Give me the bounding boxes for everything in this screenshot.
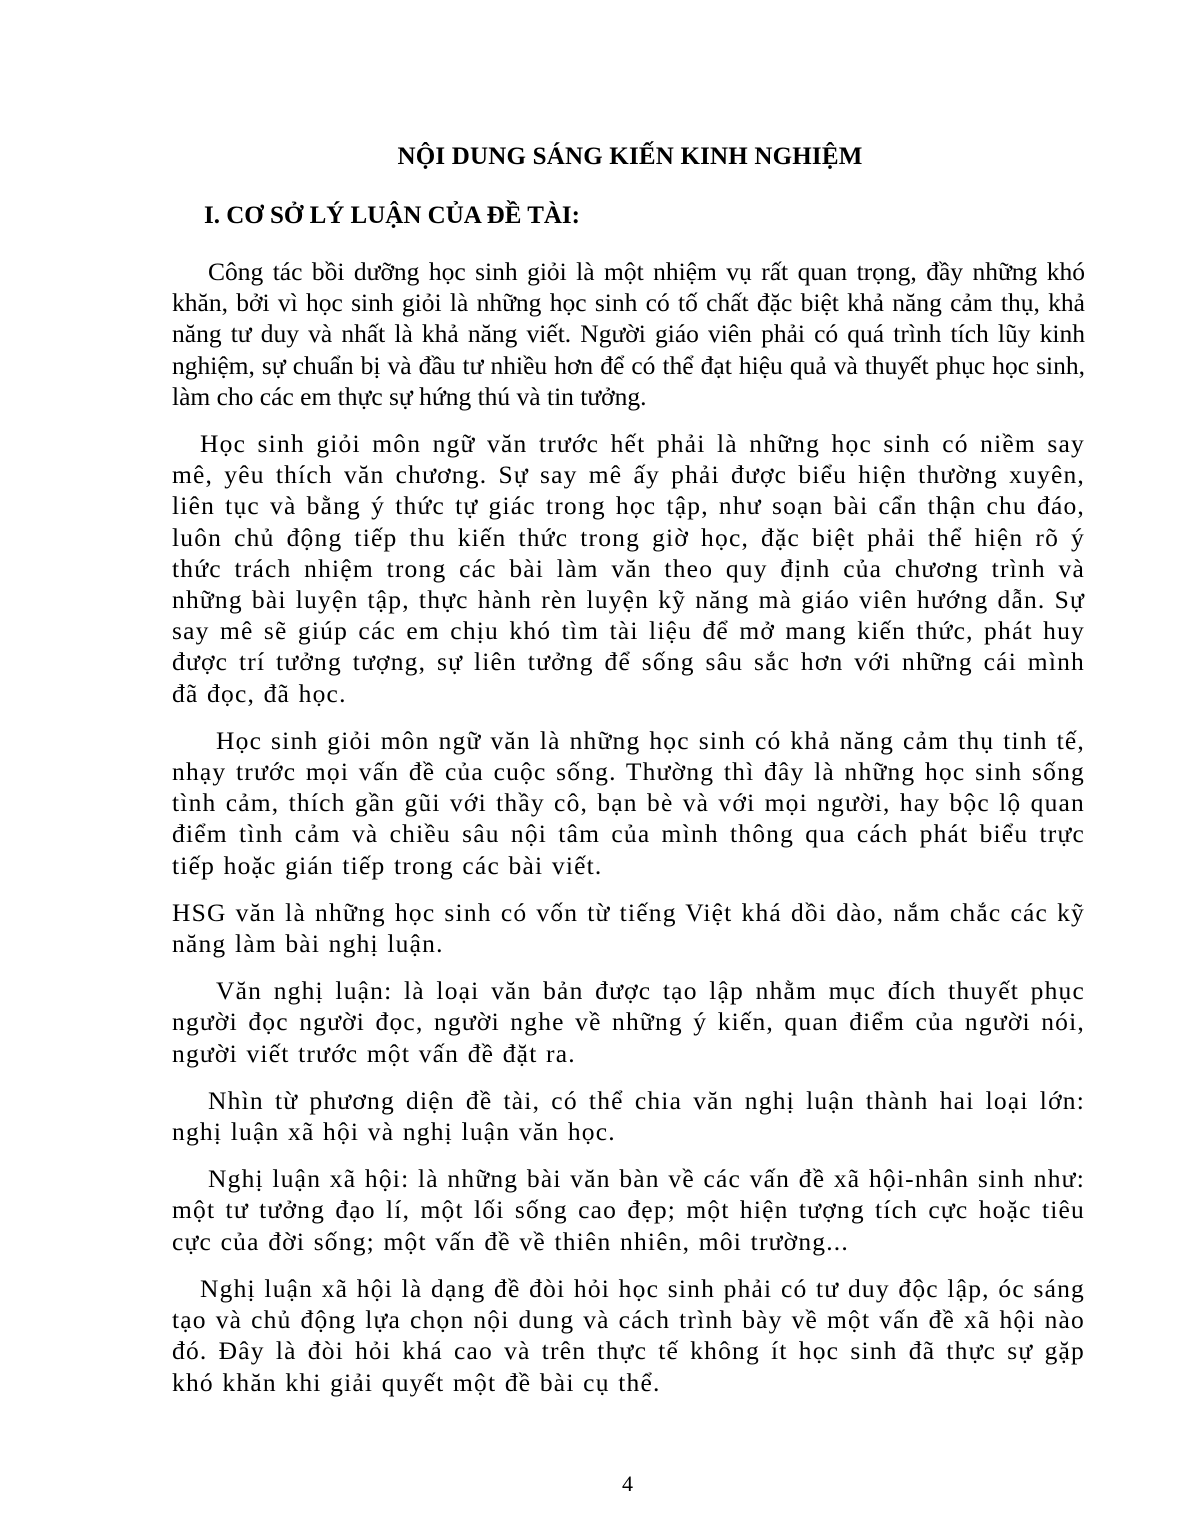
page-number: 4 — [622, 1471, 633, 1496]
paragraph-6: Nhìn từ phương diện đề tài, có thể chia văn nghị luận thành hai loại lớn: nghị luận xã hội và nghị luận văn học. — [172, 1085, 1085, 1147]
document-body — [172, 256, 1085, 1414]
paragraph-1: Công tác bồi dưỡng học sinh giỏi là một nhiệm vụ rất quan trọng, đầy những khó khăn, bởi vì học sinh giỏi là những học sinh có tố chất đặc biệt khả năng cảm thụ, khả năng tư duy và nhất là khả năng viết. Người giáo viên phải có quá trình tích lũy kinh nghiệm, sự chuẩn bị và đầu tư nhiều hơn để có thể đạt hiệu quả và thuyết phục học sinh, làm cho các em thực sự hứng thú và tin tưởng. — [172, 257, 1085, 411]
paragraph-7: Nghị luận xã hội: là những bài văn bàn về các vấn đề xã hội-nhân sinh như: một tư tưởng đạo lí, một lối sống cao đẹp; một hiện tượng tích cực hoặc tiêu cực của đời sống; một vấn đề về thiên nhiên, môi trường... — [172, 1164, 1085, 1256]
paragraph-5: Văn nghị luận: là loại văn bản được tạo lập nhằm mục đích thuyết phục người đọc người đọc, người nghe về những ý kiến, quan điểm của người nói, người viết trước một vấn đề đặt ra. — [172, 976, 1085, 1068]
document-title: NỘI DUNG SÁNG KIẾN KINH NGHIỆM — [397, 143, 863, 170]
paragraph-3: Học sinh giỏi môn ngữ văn là những học sinh có khả năng cảm thụ tinh tế, nhạy trước mọi vấn đề của cuộc sống. Thường thì đây là những học sinh sống tình cảm, thích gần gũi với thầy cô, bạn bè và với mọi người, hay bộc lộ quan điểm tình cảm và chiều sâu nội tâm của mình thông qua cách phát biểu trực tiếp hoặc gián tiếp trong các bài viết. — [172, 725, 1085, 880]
paragraph-8: Nghị luận xã hội là dạng đề đòi hỏi học sinh phải có tư duy độc lập, óc sáng tạo và chủ động lựa chọn nội dung và cách trình bày về một vấn đề xã hội nào đó. Đây là đòi hỏi khá cao và trên thực tế không ít học sinh đã thực sự gặp khó khăn khi giải quyết một đề bài cụ thể. — [172, 1273, 1085, 1397]
paragraph-4: HSG văn là những học sinh có vốn từ tiếng Việt khá dồi dào, nắm chắc các kỹ năng làm bài nghị luận. — [172, 897, 1085, 959]
paragraph-2: Học sinh giỏi môn ngữ văn trước hết phải là những học sinh có niềm say mê, yêu thích văn chương. Sự say mê ấy phải được biểu hiện thường xuyên, liên tục và bằng ý thức tự giác trong học tập, như soạn bài cẩn thận chu đáo, luôn chủ động tiếp thu kiến thức trong giờ học, đặc biệt phải thể hiện rõ ý thức trách nhiệm trong các bài làm văn theo quy định của chương trình và những bài luyện tập, thực hành rèn luyện kỹ năng mà giáo viên hướng dẫn. Sự say mê sẽ giúp các em chịu khó tìm tài liệu để mở mang kiến thức, phát huy được trí tưởng tượng, sự liên tưởng để sống sâu sắc hơn với những cái mình đã đọc, đã học. — [172, 429, 1085, 708]
section-heading: I. CƠ SỞ LÝ LUẬN CỦA ĐỀ TÀI: — [204, 202, 580, 229]
